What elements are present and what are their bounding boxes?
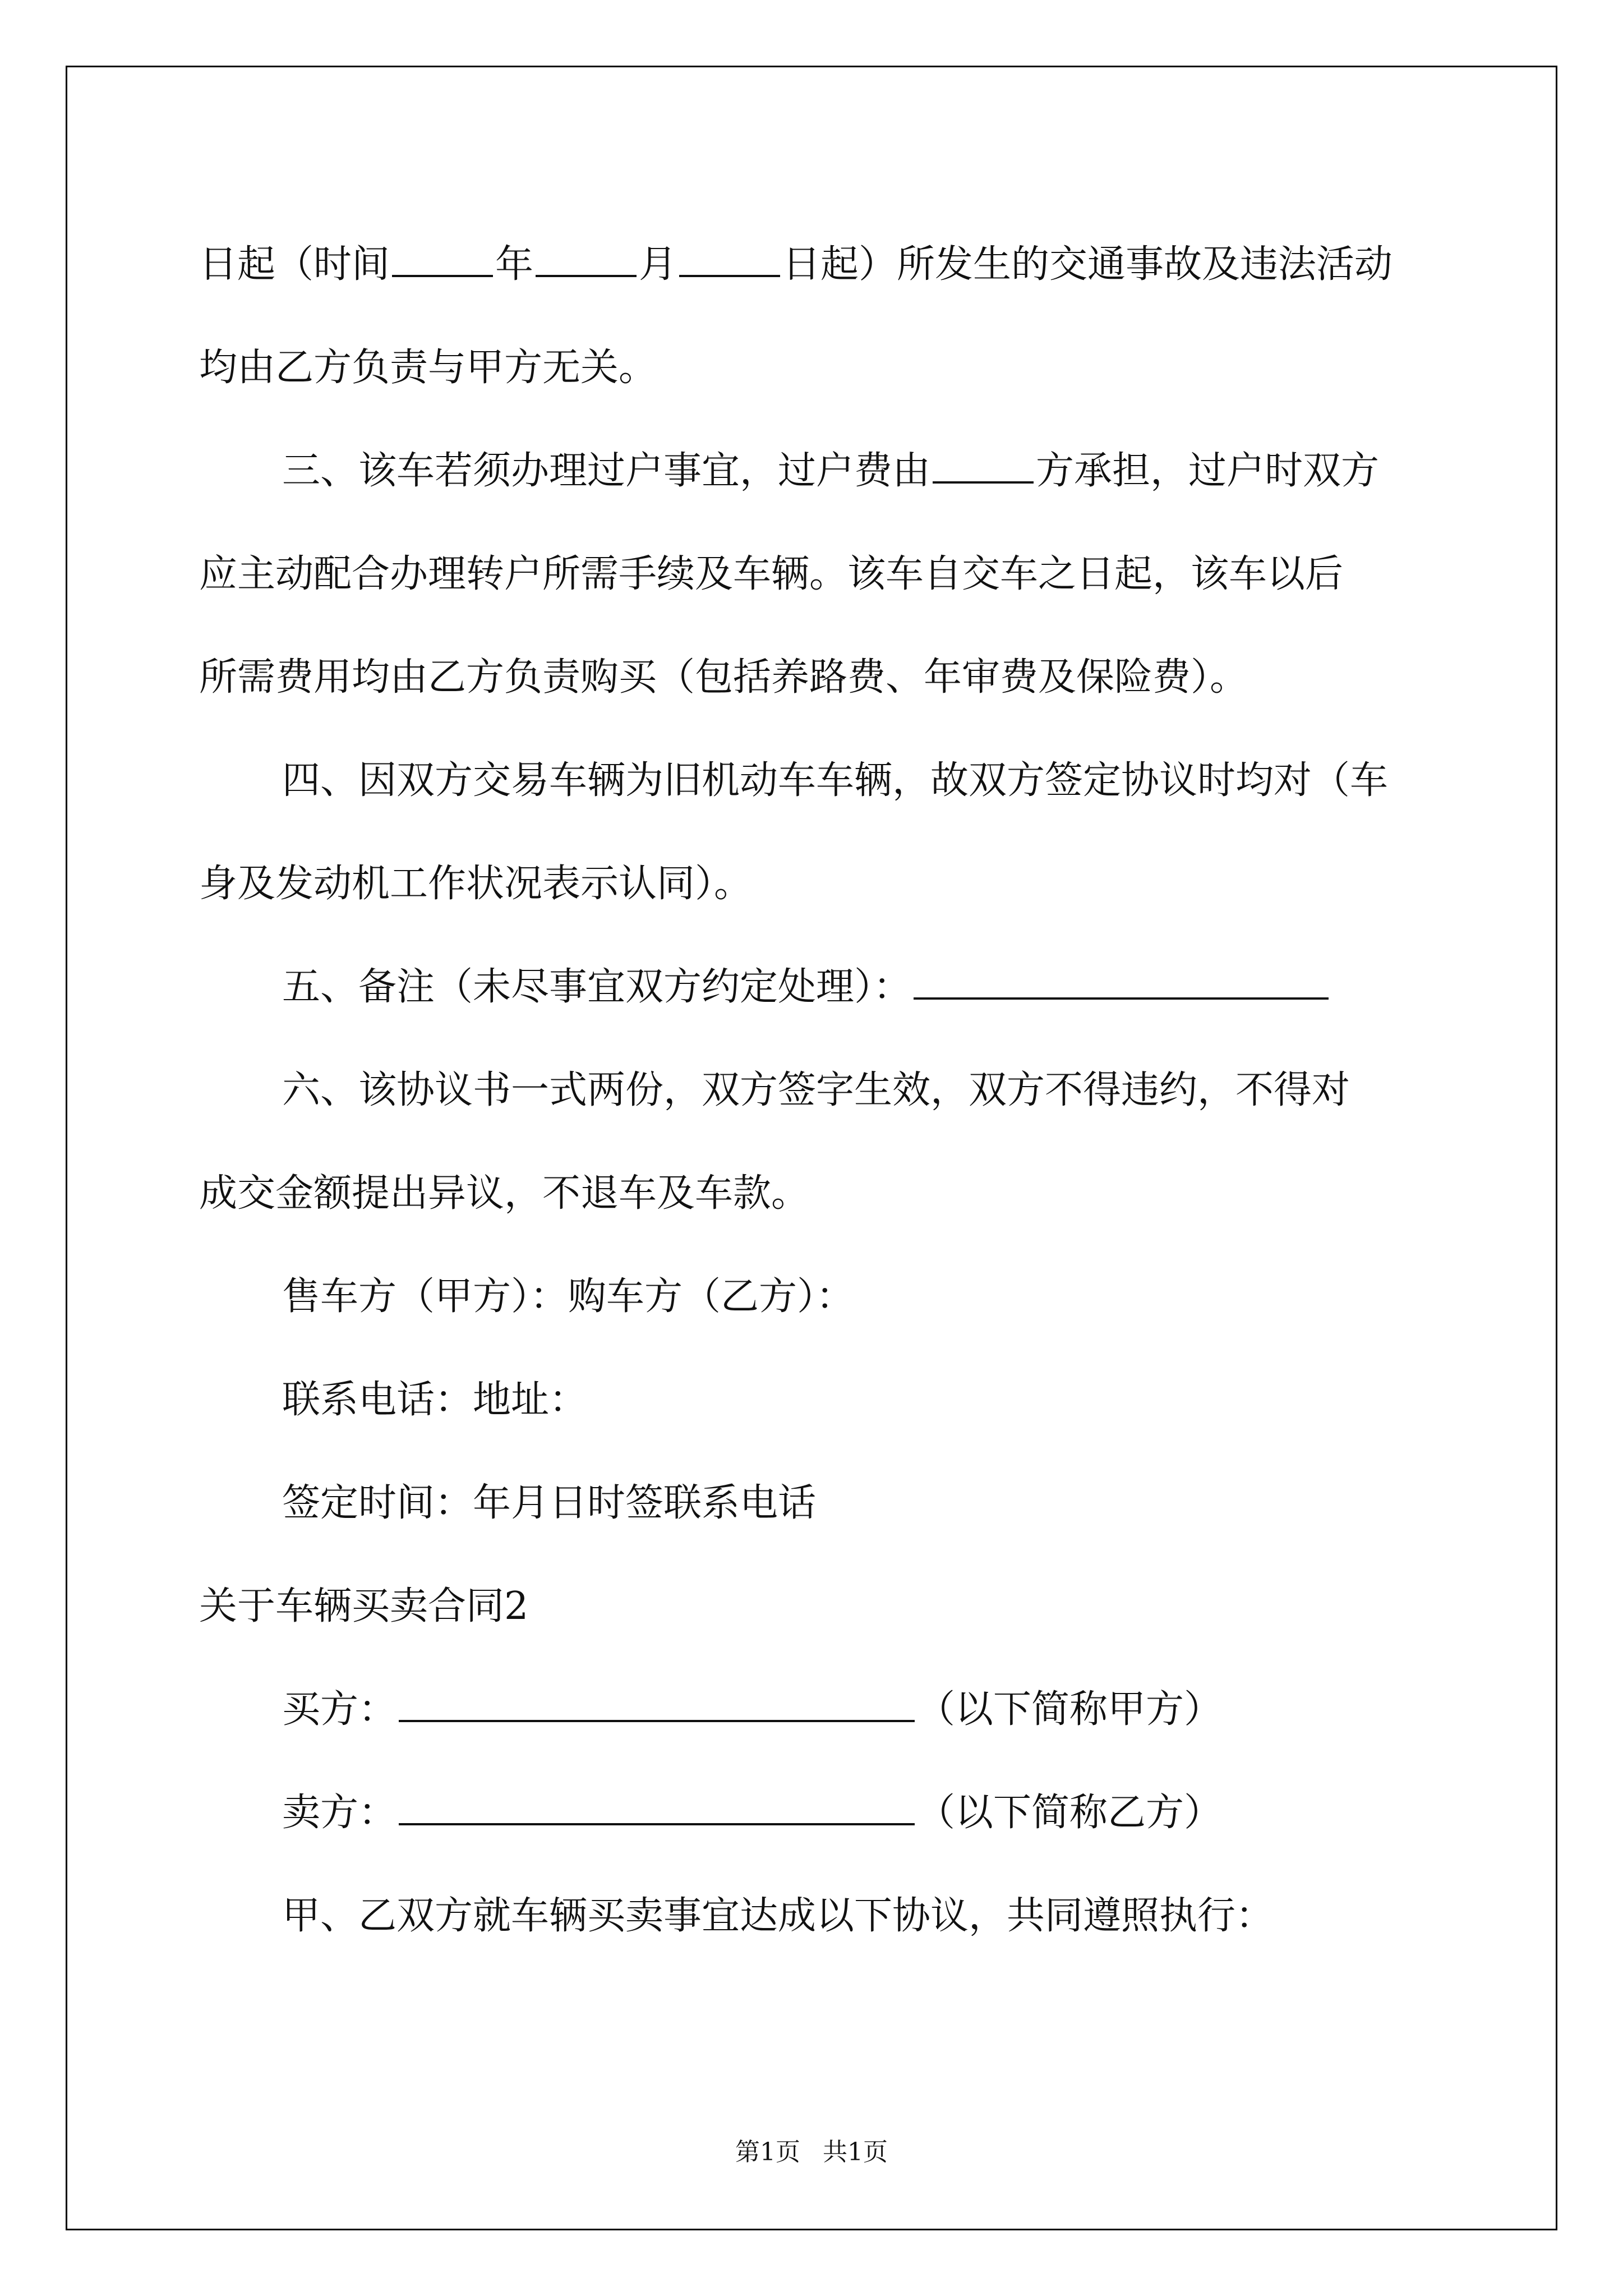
paragraph-line: 身及发动机工作状况表示认同）。 [199, 862, 753, 906]
blank-field-year[interactable] [536, 240, 637, 277]
text-segment: 日起（时间 [199, 242, 390, 287]
buyer-name-field[interactable] [399, 1685, 915, 1722]
signature-time: 签定时间：年月日时签联系电话 [282, 1481, 817, 1525]
buyer-suffix: （以下简称甲方） [917, 1687, 1223, 1732]
paragraph-line [199, 213, 1433, 316]
seller-line [199, 1761, 1433, 1865]
text-segment: 日起）所发生的交通事故及违法活动 [782, 242, 1393, 287]
text-segment: 月 [639, 242, 677, 287]
text-segment: 三、该车若须办理过户事宜，过户费由 [282, 449, 931, 493]
signature-contact: 联系电话：地址： [282, 1378, 588, 1422]
paragraph-line [199, 420, 1433, 523]
blank-field-transfer-payer[interactable] [933, 447, 1034, 484]
seller-label: 卖方： [282, 1791, 397, 1835]
paragraph-line: 六、该协议书一式两份，双方签字生效，双方不得违约，不得对 [282, 1068, 1350, 1112]
text-segment: 年 [495, 242, 534, 287]
buyer-line [199, 1658, 1433, 1761]
text-segment: 方承担，过户时双方 [1036, 449, 1380, 493]
page-footer [0, 2132, 1623, 2168]
paragraph-line: 所需费用均由乙方负责购买（包括养路费、年审费及保险费）。 [199, 655, 1248, 700]
agreement-intro: 甲、乙双方就车辆买卖事宜达成以下协议，共同遵照执行： [282, 1894, 1274, 1938]
paragraph-line [199, 936, 1433, 1039]
blank-field-month[interactable] [679, 240, 780, 277]
seller-name-field[interactable] [399, 1788, 915, 1825]
seller-suffix: （以下简称乙方） [917, 1791, 1223, 1835]
paragraph-line: 成交金额提出异议，不退车及车款。 [199, 1171, 810, 1216]
text-segment: 五、备注（未尽事宜双方约定处理）： [282, 965, 912, 1009]
paragraph-line: 四、因双方交易车辆为旧机动车车辆，故双方签定协议时均对（车 [282, 758, 1389, 803]
document-body [199, 213, 1433, 1968]
paragraph-line: 均由乙方负责与甲方无关。 [199, 346, 657, 390]
blank-field-remarks[interactable] [914, 963, 1329, 1000]
contract-title: 关于车辆买卖合同2 [199, 1584, 529, 1628]
page-number-total: 共1页 [823, 2138, 888, 2166]
paragraph-line: 应主动配合办理转户所需手续及车辆。该车自交车之日起，该车以后 [199, 552, 1344, 596]
buyer-label: 买方： [282, 1687, 397, 1732]
blank-field-time[interactable] [392, 240, 493, 277]
page-number-current: 第1页 [735, 2138, 800, 2166]
signature-parties: 售车方（甲方）：购车方（乙方）： [282, 1274, 855, 1319]
